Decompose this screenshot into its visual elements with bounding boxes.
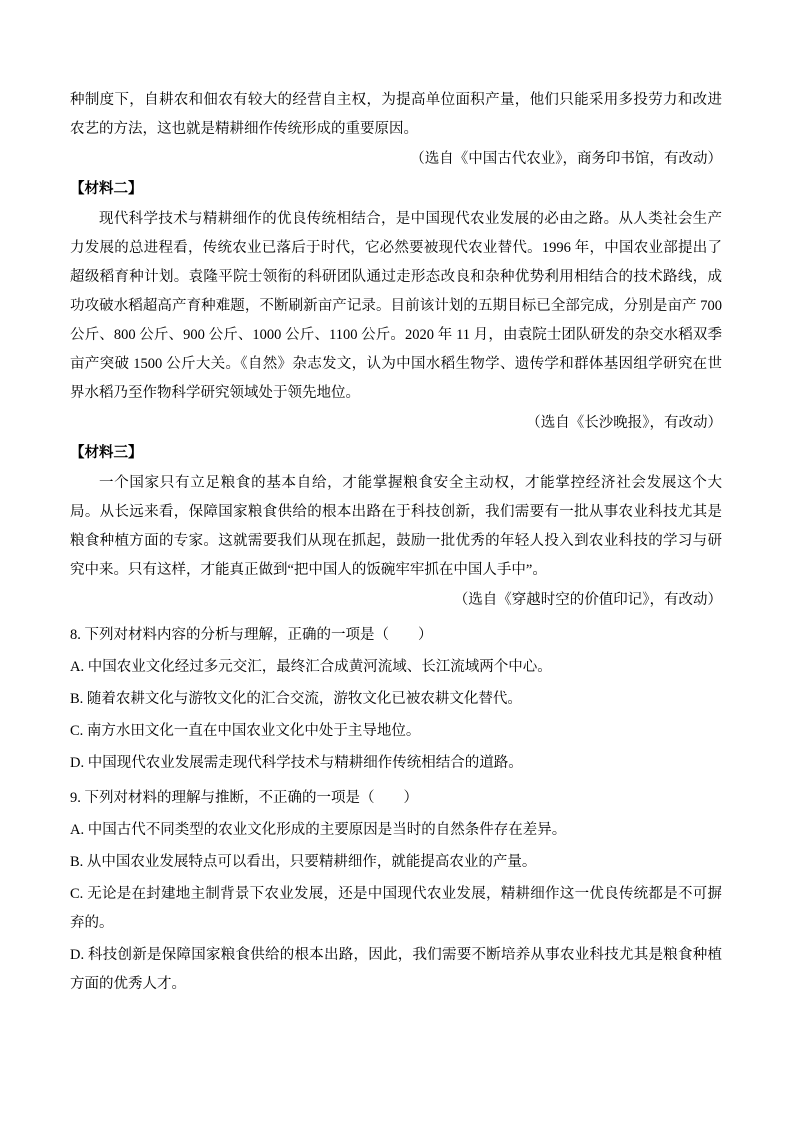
question-8-option-d: D. 中国现代农业发展需走现代科学技术与精耕细作传统相结合的道路。 — [70, 755, 523, 772]
material-1-source-attribution: （选自《中国古代农业》，商务印书馆，有改动） — [410, 151, 722, 167]
question-8-option-a: A. 中国农业文化经过多元交汇，最终汇合成黄河流域、长江流域两个中心。 — [70, 659, 552, 676]
material-3-paragraph: 一个国家只有立足粮食的基本自给，才能掌握粮食安全主动权，才能掌控经济社会发展这个大局。从长远来看，保障国家粮食供给的根本出路在于科技创新，我们需要有一批从事农业科技尤其是粮食种植方面的专家。这就需要我们从现在抓起，鼓励一批优秀的年轻人投入到农业科技的学习与研究中来。只有这样，才能真正做到“把中国人的饭碗牢牢抓在中国人手中”。 — [70, 474, 722, 578]
question-9-stem: 9. 下列对材料的理解与推断，不正确的一项是（ ） — [70, 790, 418, 807]
material-3-heading: 【材料三】 — [70, 445, 143, 462]
material-3-source-attribution: （选自《穿越时空的价值印记》，有改动） — [453, 591, 722, 608]
question-9-option-d: D. 科技创新是保障国家粮食供给的根本出路，因此，我们需要不断培养从事农业科技尤其是粮食种植方面的优秀人才。 — [70, 947, 722, 993]
question-8-option-c: C. 南方水田文化一直在中国农业文化中处于主导地位。 — [70, 723, 421, 740]
question-8-stem: 8. 下列对材料内容的分析与理解，正确的一项是（ ） — [70, 627, 433, 644]
material-2-paragraph: 现代科学技术与精耕细作的优良传统相结合，是中国现代农业发展的必由之路。从人类社会生产力发展的总进程看，传统农业已落后于时代，它必然要被现代农业替代。1996 年，中国农业部提出了超级稻育种计划。袁隆平院士领衔的科研团队通过走形态改良和杂种优势利用相结合的技术路线，成功攻破水稻超高产育种难题，不断刷新亩产记录。目前该计划的五期目标已全部完成，分别是亩产 700 公斤、800 公斤、900 公斤、1000 公斤、1100 公斤。2020 年 11 月，由袁院士团队研发的杂交水稻双季亩产突破 1500 公斤大关。《自然》杂志发文，认为中国水稻生物学、遗传学和群体基因组学研究在世界水稻乃至作物科学研究领域处于领先地位。 — [70, 210, 722, 401]
intro-continuation-paragraph: 种制度下，自耕农和佃农有较大的经营自主权，为提高单位面积产量，他们只能采用多投劳力和改进农艺的方法，这也就是精耕细作传统形成的重要原因。 — [70, 92, 722, 137]
material-2-source-attribution: （选自《长沙晚报》，有改动） — [526, 414, 722, 431]
question-9-option-c: C. 无论是在封建地主制背景下农业发展，还是中国现代农业发展，精耕细作这一优良传统都是不可摒弃的。 — [70, 886, 722, 932]
material-2-heading: 【材料二】 — [70, 181, 143, 198]
question-9-option-b: B. 从中国农业发展特点可以看出，只要精耕细作，就能提高农业的产量。 — [70, 854, 537, 871]
question-9-option-a: A. 中国古代不同类型的农业文化形成的主要原因是当时的自然条件存在差异。 — [70, 822, 567, 839]
question-8-option-b: B. 随着农耕文化与游牧文化的汇合交流，游牧文化已被农耕文化替代。 — [70, 691, 522, 708]
